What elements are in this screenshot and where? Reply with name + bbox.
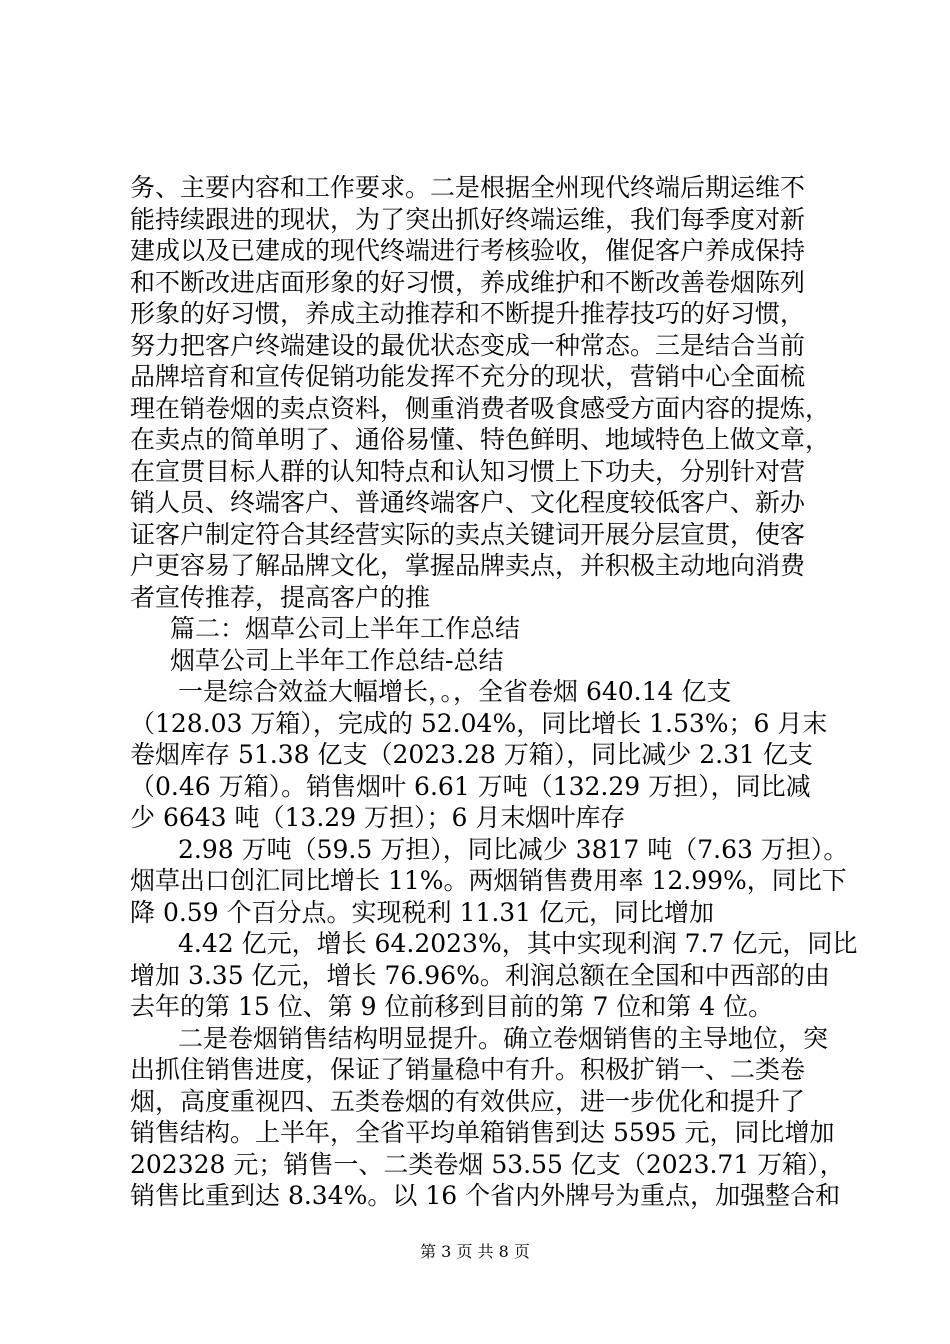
section-heading: 篇二：烟草公司上半年工作总结 (170, 614, 521, 643)
document-body (130, 172, 858, 1212)
text-line: 卷烟库存 51.38 亿支（2023.28 万箱），同比减少 2.31 亿支 (130, 740, 813, 769)
text-line: 建成以及已建成的现代终端进行考核验收，催促客户养成保持 (130, 236, 806, 265)
text-line: 202328 元；销售一、二类卷烟 53.55 亿支（2023.71 万箱）， (130, 1149, 845, 1179)
text-line: 在卖点的简单明了、通俗易懂、特色鲜明、地域特色上做文章， (130, 425, 831, 454)
text-line: 努力把客户终端建设的最优状态变成一种常态。三是结合当前 (130, 330, 806, 360)
text-line: 4.42 亿元，增长 64.2023%，其中实现利润 7.7 亿元，同比 (178, 929, 858, 958)
text-line: 能持续跟进的现状，为了突出抓好终端运维，我们每季度对新 (130, 204, 806, 234)
text-line: 证客户制定符合其经营实际的卖点关键词开展分层宣贯，使客 (130, 519, 806, 549)
text-line: 在宣贯目标人群的认知特点和认知习惯上下功夫，分别针对营 (130, 456, 806, 486)
text-line: 户更容易了解品牌文化，掌握品牌卖点，并积极主动地向消费 (130, 551, 806, 580)
text-line: 烟，高度重视四、五类卷烟的有效供应，进一步优化和提升了 (130, 1086, 806, 1116)
text-line: 理在销卷烟的卖点资料，侧重消费者吸食感受方面内容的提炼， (130, 393, 831, 423)
text-line: 一是综合效益大幅增长，。，全省卷烟 640.14 亿支 (178, 677, 732, 706)
text-line: 烟草出口创汇同比增长 11%。两烟销售费用率 12.99%，同比下 (130, 866, 847, 895)
text-line: 2.98 万吨（59.5 万担），同比减少 3817 吨（7.63 万担）。 (178, 834, 849, 864)
page-number-footer: 第 3 页 共 8 页 (420, 1242, 530, 1261)
text-line: 和不断改进店面形象的好习惯，养成维护和不断改善卷烟陈列 (130, 267, 806, 297)
text-line: （0.46 万箱）。销售烟叶 6.61 万吨（132.29 万担），同比减 (130, 771, 811, 801)
text-line: 去年的第 15 位、第 9 位前移到目前的第 7 位和第 4 位。 (130, 992, 774, 1021)
text-line: 销售比重到达 8.34%。以 16 个省内外牌号为重点，加强整合和 (130, 1181, 841, 1210)
text-line: 出抓住销售进度，保证了销量稳中有升。积极扩销一、二类卷 (130, 1055, 806, 1084)
text-line: 者宣传推荐，提高客户的推 (130, 582, 431, 612)
document-title: 烟草公司上半年工作总结-总结 (170, 645, 504, 675)
text-line: 品牌培育和宣传促销功能发挥不充分的现状，营销中心全面梳 (130, 362, 806, 391)
text-line: 增加 3.35 亿元，增长 76.96%。利润总额在全国和中西部的由 (130, 960, 830, 990)
text-line: 销人员、终端客户、普通终端客户、文化程度较低客户、新办 (130, 488, 806, 517)
text-line: 二是卷烟销售结构明显提升。确立卷烟销售的主导地位，突 (178, 1023, 829, 1053)
text-line: 形象的好习惯，养成主动推荐和不断提升推荐技巧的好习惯， (130, 299, 806, 328)
text-line: 销售结构。上半年，全省平均单箱销售到达 5595 元，同比增加 (130, 1118, 835, 1147)
text-line: （128.03 万箱），完成的 52.04%，同比增长 1.53%；6 月末 (130, 708, 828, 738)
text-line: 少 6643 吨（13.29 万担）；6 月末烟叶库存 (130, 803, 626, 832)
text-line: 降 0.59 个百分点。实现税利 11.31 亿元，同比增加 (130, 897, 715, 927)
text-line: 务、主要内容和工作要求。二是根据全州现代终端后期运维不 (130, 173, 806, 202)
